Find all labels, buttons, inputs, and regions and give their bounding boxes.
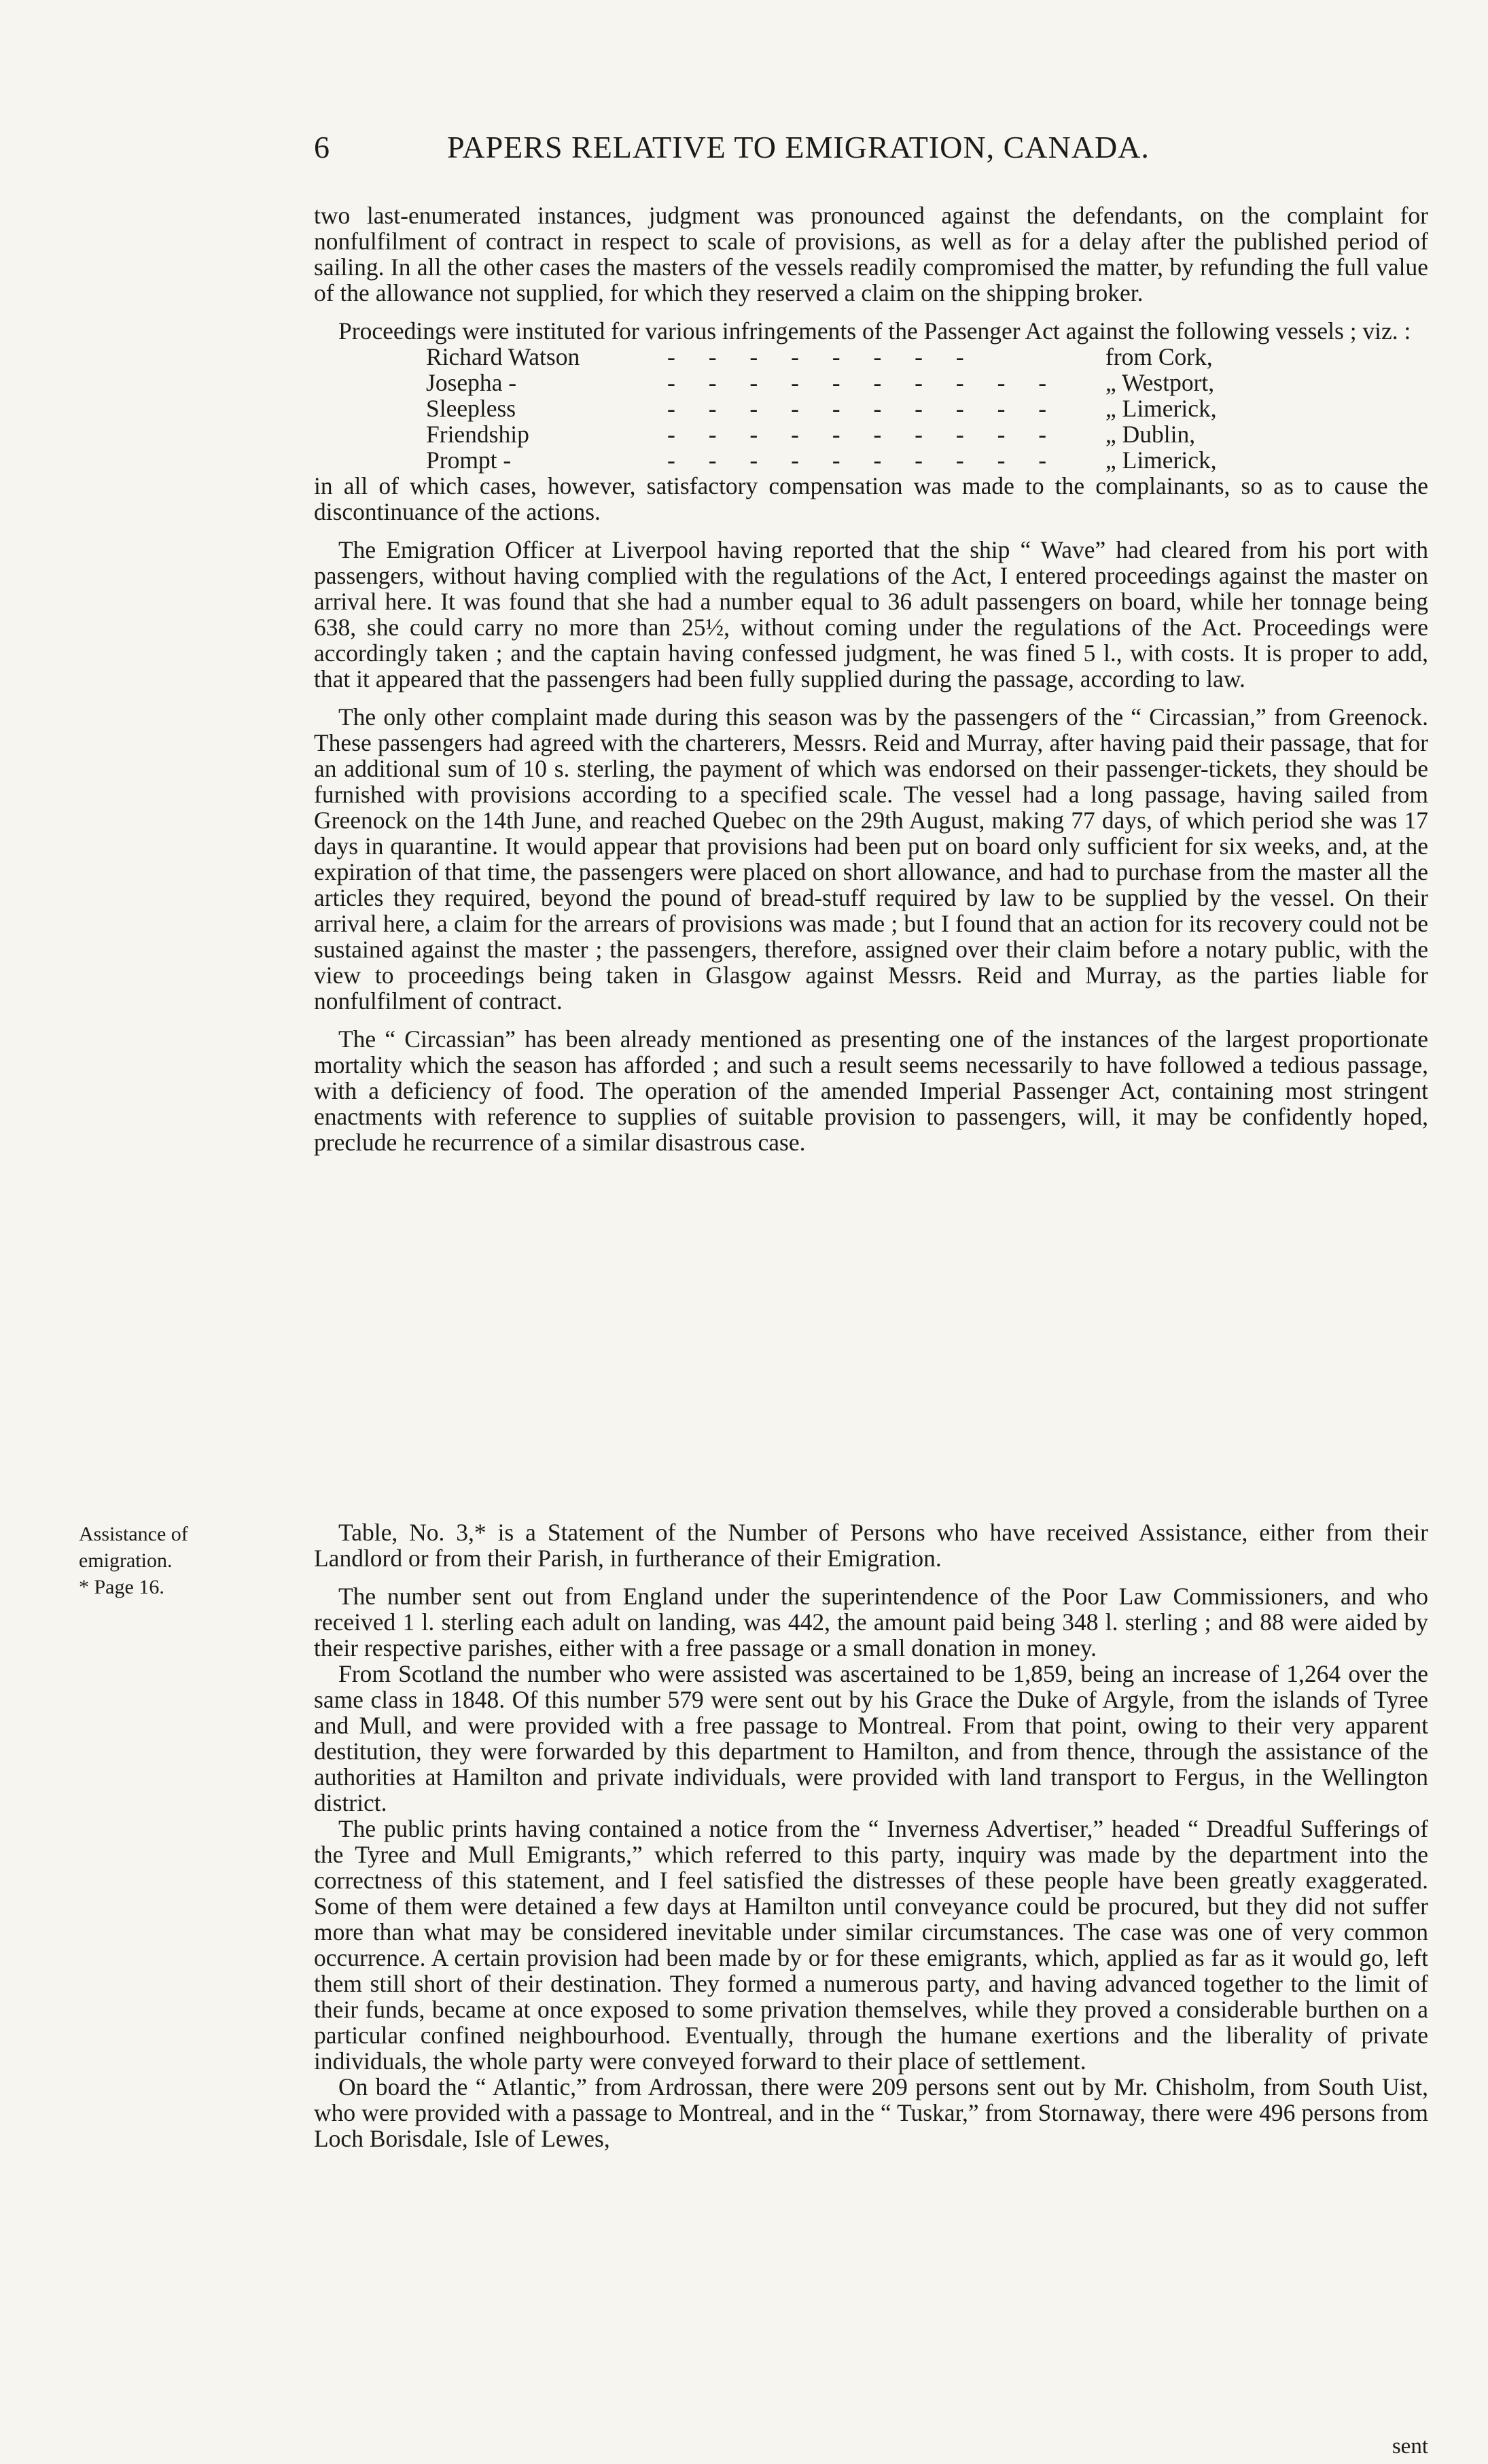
paragraph-9: From Scotland the number who were assisted was ascertained to be 1,859, being an increase of 1,264 over the same class in 1848. Of this number 579 were sent out by his Grace the Duke of Argyle, from the islands of Tyree and Mull, and were provided with a free passage to Montreal. From that point, owing to their very apparent destitution, they were forwarded by this department to Hamilton, and from thence, through the assistance of the authorities at Hamilton and private individuals, were provided with land transport to Fergus, in the Wellington district. [314, 1660, 1428, 1816]
vessel-name: Friendship [426, 421, 529, 448]
main-text-block [314, 203, 1428, 1155]
margin-note-page-ref: * Page 16. [79, 1576, 164, 1598]
paragraph-10: The public prints having contained a notice from the “ Inverness Advertiser,” headed “ Dreadful Sufferings of the Tyree and Mull Emigrants,” which referred to this party, inquiry was made by the department into the correctness of this statement, and I feel satisfied the distresses of these people have been greatly exaggerated. Some of them were detained a few days at Hamilton until conveyance could be procured, but they did not suffer more than what may be considered inevitable under similar circumstances. The case was one of very common occurrence. A certain provision had been made by or for these emigrants, which, applied as far as it would go, left them still short of their destination. They formed a numerous party, and having advanced together to the limit of their funds, became at once exposed to some privation themselves, while they proved a considerable burthen on a particular confined neighbourhood. Eventually, through the humane exertions and the liberality of private individuals, the whole party were conveyed forward to their place of settlement. [314, 1815, 1428, 2075]
paragraph-11: On board the “ Atlantic,” from Ardrossan, there were 209 persons sent out by Mr. Chisholm, from South Uist, who were provided with a passage to Montreal, and in the “ Tuskar,” from Stornaway, there were 496 persons from Loch Borisdale, Isle of Lewes, [314, 2073, 1428, 2152]
leader-dots: - - - - - - - - - - [667, 446, 1061, 474]
vessel-row [314, 421, 1428, 447]
vessel-name: Josepha - [426, 369, 517, 396]
vessel-port: „ Dublin, [1105, 421, 1196, 448]
vessel-port: „ Westport, [1105, 369, 1215, 396]
paragraph-6: The “ Circassian” has been already mentioned as presenting one of the instances of the largest proportionate mortality which the season has afforded ; and such a result seems necessarily to have followed a tedious passage, with a deficiency of food. The operation of the amended Imperial Passenger Act, containing most stringent enactments with reference to supplies of suitable provision to passengers, will, it may be confidently hoped, preclude he recurrence of a similar disastrous case. [314, 1025, 1428, 1156]
margin-notes [79, 1522, 235, 1602]
vessel-row [314, 370, 1428, 395]
vessel-port: „ Limerick, [1105, 395, 1217, 422]
paragraph-5: The only other complaint made during this season was by the passengers of the “ Circassian,” from Greenock. These passengers had agreed with the charterers, Messrs. Reid and Murray, after having paid their passage, that for an additional sum of 10 s. sterling, the payment of which was endorsed on their passenger-tickets, they should be furnished with provisions according to a specified scale. The vessel had a long passage, having sailed from Greenock on the 14th June, and reached Quebec on the 29th August, making 77 days, of which period she was 17 days in quarantine. It would appear that provisions had been put on board only sufficient for six weeks, and, at the expiration of that time, the passengers were placed on short allowance, and had to purchase from the master all the articles they required, beyond the pound of bread-stuff required by law to be supplied by the vessel. On their arrival here, a claim for the arrears of provisions was made ; but I found that an action for its recovery could not be sustained against the master ; the passengers, therefore, assigned over their claim before a notary public, with the view to proceedings being taken in Glasgow against Messrs. Reid and Murray, as the parties liable for nonfulfilment of contract. [314, 703, 1428, 1015]
vessel-name: Sleepless [426, 395, 516, 422]
paragraph-1: two last-enumerated instances, judgment was pronounced against the defendants, on the complaint for nonfulfilment of contract in respect to scale of provisions, as well as for a delay after the published period of sailing. In all the other cases the masters of the vessels readily compromised the matter, by refunding the full value of the allowance not supplied, for which they reserved a claim on the shipping broker. [314, 202, 1428, 306]
vessel-name: Richard Watson [426, 343, 580, 370]
paragraph-4: The Emigration Officer at Liverpool having reported that the ship “ Wave” had cleared from his port with passengers, without having complied with the regulations of the Act, I entered proceedings against the master on arrival here. It was found that she had a number equal to 36 adult passengers on board, while her tonnage being 638, she could carry no more than 25½, without coming under the regulations of the Act. Proceedings were accordingly taken ; and the captain having confessed judgment, he was fined 5 l., with costs. It is proper to add, that it appeared that the passengers had been fully supplied during the passage, according to law. [314, 536, 1428, 692]
margin-note-heading: Assistance of [79, 1523, 188, 1545]
leader-dots: - - - - - - - - - - [667, 395, 1061, 422]
catchword: sent [1392, 2434, 1428, 2459]
vessel-row [314, 447, 1428, 473]
leader-dots: - - - - - - - - - - [667, 369, 1061, 396]
vessel-row [314, 344, 1428, 370]
paragraph-3: in all of which cases, however, satisfactory compensation was made to the complainants, so as to cause the discontinuance of the actions. [314, 472, 1428, 525]
vessel-list [314, 344, 1428, 473]
margin-note-subheading: emigration. [79, 1549, 173, 1572]
paragraph-7: Table, No. 3,* is a Statement of the Number of Persons who have received Assistance, either from their Landlord or from their Parish, in furtherance of their Emigration. [314, 1519, 1428, 1572]
paragraph-2: Proceedings were instituted for various infringements of the Passenger Act against the following vessels ; viz. : [338, 317, 1411, 345]
leader-dots: - - - - - - - - [667, 343, 978, 370]
leader-dots: - - - - - - - - - - [667, 421, 1061, 448]
running-title: PAPERS RELATIVE TO EMIGRATION, CANADA. [447, 130, 1150, 164]
assistance-section [314, 1519, 1428, 2151]
vessel-port: from Cork, [1105, 343, 1213, 370]
paragraph-8: The number sent out from England under the superintendence of the Poor Law Commissioners, and who received 1 l. sterling each adult on landing, was 442, the amount paid being 348 l. sterling ; and 88 were aided by their respective parishes, either with a free passage or a small donation in money. [314, 1583, 1428, 1661]
vessel-port: „ Limerick, [1105, 446, 1217, 474]
vessel-row [314, 395, 1428, 421]
page-number: 6 [314, 130, 330, 164]
vessel-name: Prompt - [426, 446, 512, 474]
